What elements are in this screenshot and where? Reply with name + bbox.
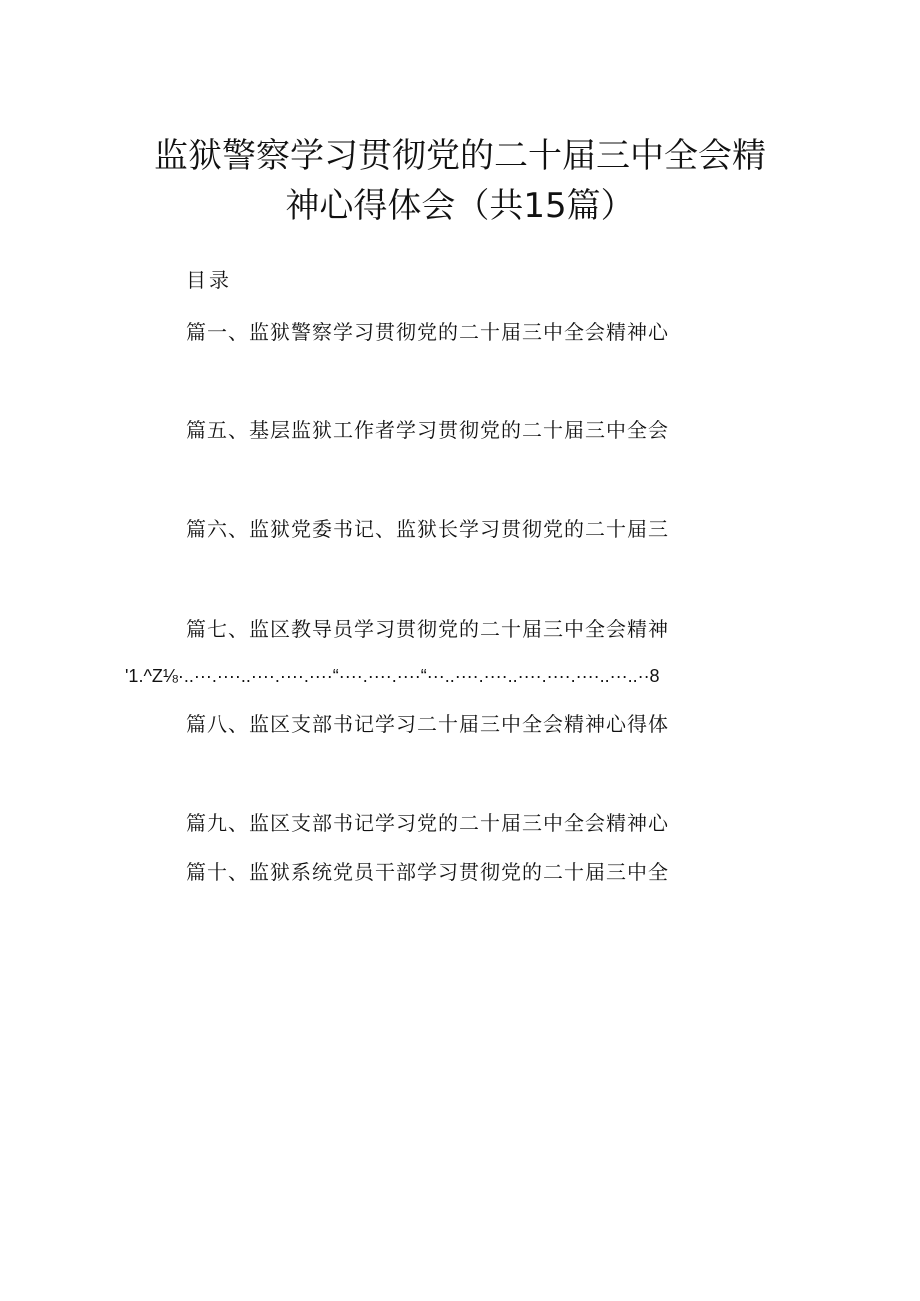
toc-leader-line: '1.^Z⅛·..···.····..····.····.····“····.····.····“···..····.····..····.····.····..···..··8 [125, 666, 660, 686]
toc-item-10[interactable]: 篇十、监狱系统党员干部学习贯彻党的二十届三中全 [186, 860, 669, 884]
toc-item-8[interactable]: 篇八、监区支部书记学习二十届三中全会精神心得体 [186, 712, 669, 736]
document-title-line-2: 神心得体会（共15篇） [285, 186, 635, 226]
toc-item-5[interactable]: 篇五、基层监狱工作者学习贯彻党的二十届三中全会 [186, 418, 669, 442]
document-title-line-1: 监狱警察学习贯彻党的二十届三中全会精 [154, 136, 766, 176]
toc-item-9[interactable]: 篇九、监区支部书记学习党的二十届三中全会精神心 [186, 811, 669, 835]
toc-item-7[interactable]: 篇七、监区教导员学习贯彻党的二十届三中全会精神 [186, 617, 669, 641]
toc-heading: 目录 [186, 268, 232, 292]
toc-item-1[interactable]: 篇一、监狱警察学习贯彻党的二十届三中全会精神心 [186, 320, 669, 344]
toc-item-6[interactable]: 篇六、监狱党委书记、监狱长学习贯彻党的二十届三 [186, 517, 669, 541]
